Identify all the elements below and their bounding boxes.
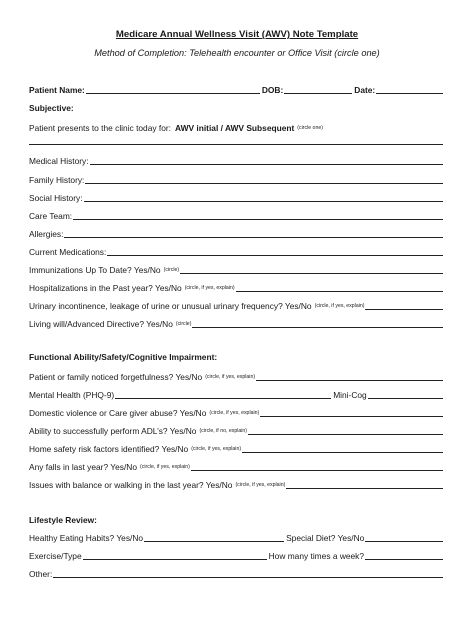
- home-safety-row: [29, 442, 443, 454]
- functional-heading: [29, 350, 443, 362]
- allergies-row: [29, 227, 443, 239]
- falls-label: Any falls in last year? Yes/No: [29, 462, 138, 472]
- social-history-label: Social History:: [29, 193, 83, 203]
- lifestyle-heading: [29, 513, 443, 525]
- subjective-heading-text: Subjective:: [29, 103, 74, 113]
- adl-field[interactable]: [248, 426, 443, 435]
- forgetfulness-label: Patient or family noticed forgetfulness? Yes/No: [29, 372, 203, 382]
- mental-health-field[interactable]: [115, 390, 331, 399]
- forgetfulness-field[interactable]: [256, 372, 443, 381]
- balance-row: [29, 478, 443, 490]
- falls-note: (circle, if yes, explain): [140, 464, 190, 470]
- incontinence-label: Urinary incontinence, leakage of urine or unusual urinary frequency? Yes/No: [29, 301, 312, 311]
- patient-info-row: [29, 83, 443, 95]
- other-label: Other:: [29, 569, 53, 579]
- domestic-note: (circle, if yes, explain): [209, 410, 260, 416]
- balance-label: Issues with balance or walking in the last year? Yes/No: [29, 480, 233, 490]
- date-label: Date:: [354, 85, 376, 95]
- allergies-field[interactable]: [64, 229, 443, 238]
- mini-cog-field[interactable]: [368, 390, 443, 399]
- family-history-label: Family History:: [29, 175, 85, 185]
- how-many-field[interactable]: [365, 551, 443, 560]
- medical-history-field[interactable]: [90, 156, 443, 165]
- incontinence-field[interactable]: [365, 301, 443, 310]
- date-field[interactable]: [376, 85, 443, 94]
- living-will-field[interactable]: [192, 319, 443, 328]
- forgetfulness-row: [29, 370, 443, 382]
- exercise-label: Exercise/Type: [29, 551, 82, 561]
- hospitalizations-field[interactable]: [236, 283, 443, 292]
- adl-label: Ability to successfully perform ADL’s? Yes/No: [29, 426, 197, 436]
- mental-health-label: Mental Health (PHQ-9): [29, 390, 115, 400]
- domestic-label: Domestic violence or Care giver abuse? Yes/No: [29, 408, 207, 418]
- how-many-label: How many times a week?: [268, 551, 365, 561]
- exercise-field[interactable]: [83, 551, 267, 560]
- eating-row: [29, 531, 443, 543]
- functional-heading-text: Functional Ability/Safety/Cognitive Impairment:: [29, 352, 218, 362]
- presents-note: (circle one): [297, 125, 323, 131]
- home-safety-field[interactable]: [242, 444, 443, 453]
- presents-blank-line[interactable]: [29, 144, 443, 145]
- mini-cog-label: Mini-Cog: [333, 390, 367, 400]
- patient-name-label: Patient Name:: [29, 85, 85, 95]
- patient-name-field[interactable]: [86, 85, 260, 94]
- balance-field[interactable]: [286, 480, 443, 489]
- dob-field[interactable]: [284, 85, 352, 94]
- incontinence-row: [29, 299, 443, 311]
- exercise-row: [29, 549, 443, 561]
- home-safety-label: Home safety risk factors identified? Yes/No: [29, 444, 189, 454]
- living-will-note: (circle): [175, 321, 192, 327]
- method-of-completion: Method of Completion: Telehealth encounter or Office Visit (circle one): [94, 48, 380, 58]
- hospitalizations-note: (circle, if yes, explain): [184, 285, 235, 291]
- eating-label: Healthy Eating Habits? Yes/No: [29, 533, 144, 543]
- mental-health-row: [29, 388, 443, 400]
- home-safety-note: (circle, if yes, explain): [191, 446, 242, 452]
- care-team-label: Care Team:: [29, 211, 73, 221]
- balance-note: (circle, if yes, explain): [235, 482, 286, 488]
- domestic-row: [29, 406, 443, 418]
- adl-row: [29, 424, 443, 436]
- medical-history-row: [29, 154, 443, 166]
- immunizations-field[interactable]: [180, 265, 443, 274]
- hospitalizations-label: Hospitalizations in the Past year? Yes/No: [29, 283, 182, 293]
- current-medications-field[interactable]: [107, 247, 443, 256]
- care-team-field[interactable]: [73, 211, 443, 220]
- hospitalizations-row: [29, 281, 443, 293]
- presents-row: [29, 121, 443, 133]
- incontinence-note: (circle, if yes, explain): [314, 303, 365, 309]
- immunizations-label: Immunizations Up To Date? Yes/No: [29, 265, 161, 275]
- form-title: Medicare Annual Wellness Visit (AWV) Note Template: [115, 29, 359, 40]
- other-row: [29, 567, 443, 579]
- care-team-row: [29, 209, 443, 221]
- forgetfulness-note: (circle, if yes, explain): [205, 374, 256, 380]
- special-diet-label: Special Diet? Yes/No: [286, 533, 365, 543]
- domestic-field[interactable]: [260, 408, 443, 417]
- special-diet-field[interactable]: [365, 533, 443, 542]
- allergies-label: Allergies:: [29, 229, 64, 239]
- other-field[interactable]: [53, 569, 443, 578]
- dob-label: DOB:: [261, 85, 284, 95]
- living-will-label: Living will/Advanced Directive? Yes/No: [29, 319, 173, 329]
- falls-row: [29, 460, 443, 472]
- social-history-field[interactable]: [84, 193, 443, 202]
- social-history-row: [29, 191, 443, 203]
- living-will-row: [29, 317, 443, 329]
- family-history-field[interactable]: [85, 175, 443, 184]
- immunizations-row: [29, 263, 443, 275]
- presents-label: Patient presents to the clinic today for:: [29, 123, 171, 133]
- family-history-row: [29, 173, 443, 185]
- subjective-heading: [29, 101, 443, 113]
- eating-field[interactable]: [144, 533, 284, 542]
- current-medications-row: [29, 245, 443, 257]
- current-medications-label: Current Medications:: [29, 247, 107, 257]
- falls-field[interactable]: [191, 462, 443, 471]
- immunizations-note: (circle): [163, 267, 180, 273]
- lifestyle-heading-text: Lifestyle Review:: [29, 515, 97, 525]
- presents-options[interactable]: AWV initial / AWV Subsequent: [175, 123, 295, 133]
- medical-history-label: Medical History:: [29, 156, 89, 166]
- adl-note: (circle, if no, explain): [199, 428, 248, 434]
